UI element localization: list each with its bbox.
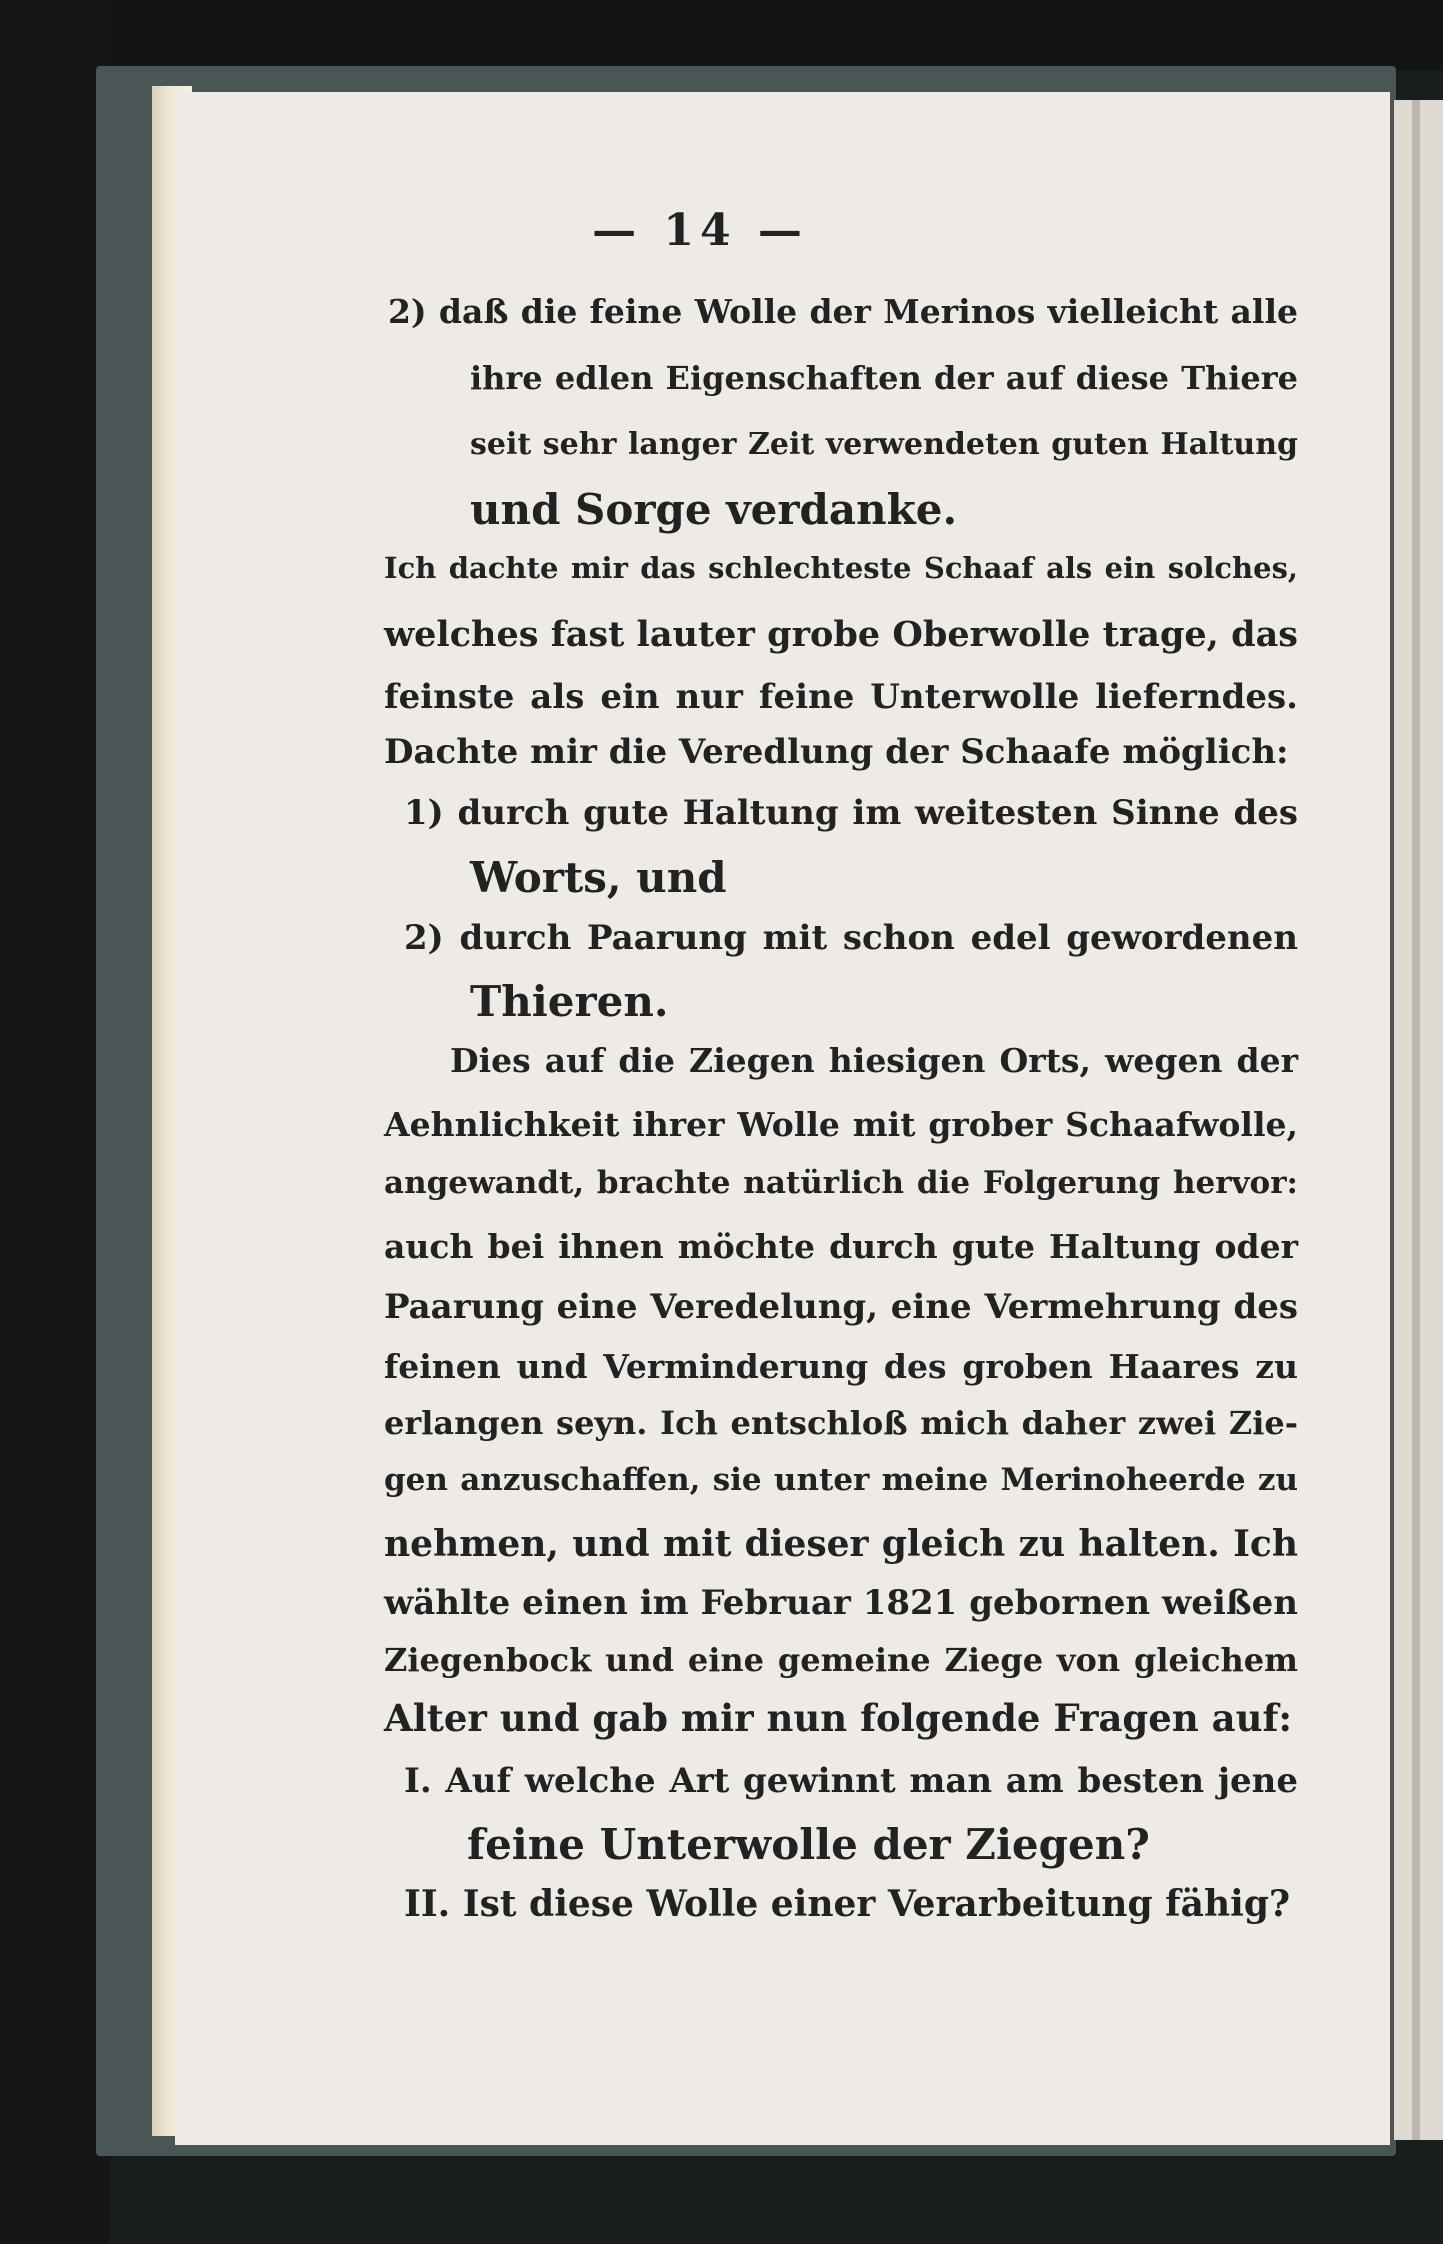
text-line: Dies auf die Ziegen hiesigen Orts, wegen der xyxy=(450,1041,1298,1080)
text-line: erlangen seyn. Ich entschloß mich daher zwei Zie- xyxy=(384,1404,1298,1442)
text-line: und Sorge verdanke. xyxy=(470,485,958,534)
page-number: — 14 — xyxy=(592,205,808,256)
text-line: Alter und gab mir nun folgende Fragen auf: xyxy=(384,1696,1293,1740)
text-line: seit sehr langer Zeit verwendeten guten Haltung xyxy=(470,427,1298,462)
text-line: Dachte mir die Veredlung der Schaafe möglich: xyxy=(384,732,1289,772)
text-line: auch bei ihnen möchte durch gute Haltung oder xyxy=(384,1227,1298,1266)
text-line: 2) daß die feine Wolle der Merinos vielleicht alle xyxy=(388,292,1298,331)
text-line: wählte einen im Februar 1821 gebornen weißen xyxy=(384,1583,1298,1623)
text-line: Thieren. xyxy=(470,977,669,1026)
text-line: Aehnlichkeit ihrer Wolle mit grober Schaafwolle, xyxy=(384,1105,1298,1144)
text-line: Ich dachte mir das schlechteste Schaaf als ein solches, xyxy=(384,551,1298,585)
text-line: angewandt, brachte natürlich die Folgerung hervor: xyxy=(384,1165,1298,1201)
text-line: Worts, und xyxy=(470,853,727,902)
text-line: II. Ist diese Wolle einer Verarbeitung fähig? xyxy=(404,1883,1291,1925)
text-line: ihre edlen Eigenschaften der auf diese Thiere xyxy=(470,359,1298,397)
text-line: gen anzuschaffen, sie unter meine Merinoheerde zu xyxy=(384,1462,1298,1498)
text-line: feine Unterwolle der Ziegen? xyxy=(467,1820,1150,1869)
text-line: Ziegenbock und eine gemeine Ziege von gleichem xyxy=(384,1641,1298,1679)
text-line: I. Auf welche Art gewinnt man am besten jene xyxy=(404,1761,1298,1801)
text-line: Paarung eine Veredelung, eine Vermehrung des xyxy=(384,1287,1298,1327)
text-line: 2) durch Paarung mit schon edel gewordenen xyxy=(404,918,1298,958)
text-line: feinste als ein nur feine Unterwolle lieferndes. xyxy=(384,677,1298,717)
text-line: 1) durch gute Haltung im weitesten Sinne des xyxy=(404,793,1298,833)
text-line: welches fast lauter grobe Oberwolle trage, das xyxy=(384,614,1298,655)
text-line: nehmen, und mit dieser gleich zu halten. Ich xyxy=(384,1523,1298,1565)
text-line: feinen und Verminderung des groben Haares zu xyxy=(384,1347,1298,1386)
